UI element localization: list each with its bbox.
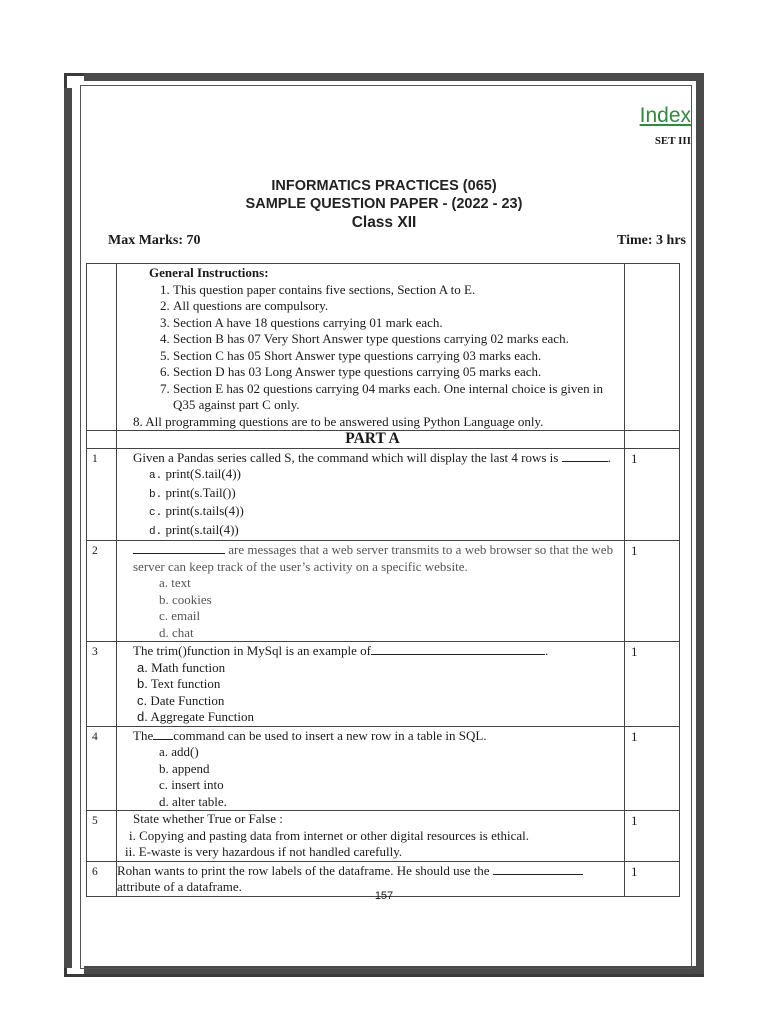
question-number: 2 [87, 541, 117, 642]
instruction-item: 7. Section E has 02 questions carrying 04 marks each. One internal choice is given in Q35 against part C only. [173, 381, 620, 414]
question-text: The [133, 727, 154, 743]
question-marks: 1 [625, 541, 680, 642]
answer-blank [153, 727, 173, 740]
option-b: b. Text function [137, 676, 221, 691]
paper-subject-title: INFORMATICS PRACTICES (065) [271, 178, 497, 194]
instruction-item-last: 8. All programming questions are to be answered using Python Language only. [133, 413, 544, 429]
instruction-item: 3. Section A have 18 questions carrying 01 mark each. [173, 315, 620, 332]
instruction-item: 5. Section C has 05 Short Answer type questions carrying 03 marks each. [173, 348, 620, 365]
question-number: 4 [87, 726, 117, 811]
part-a-row [87, 431, 680, 449]
option-d: d. Aggregate Function [137, 709, 255, 724]
option-a: a. add() [159, 744, 199, 759]
paper-type-title: SAMPLE QUESTION PAPER - (2022 - 23) [245, 196, 523, 212]
time-allowed: Time: 3 hrs [617, 233, 686, 248]
option-a: a. print(S.tail(4)) [149, 466, 241, 482]
question-body: The trim()function in MySql is an example of . a. Math function b. Text function c. Date Function d. Aggregate Function [117, 642, 625, 727]
instruction-item: 2. All questions are compulsory. [173, 298, 620, 315]
instructions-heading: General Instructions [149, 265, 265, 280]
answer-blank [371, 642, 545, 655]
question-row-5 [87, 811, 680, 862]
instructions-row [87, 264, 680, 431]
option-c: c. Date Function [137, 692, 225, 708]
question-marks: 1 [625, 811, 680, 862]
option-d: d. chat [159, 624, 194, 640]
option-a: a. text [159, 575, 191, 590]
paper-class-title: Class XII [351, 214, 417, 231]
option-b: b. cookies [159, 591, 212, 607]
index-link[interactable]: Index [639, 104, 691, 127]
instruction-item: 1. This question paper contains five sections, Section A to E. [173, 282, 620, 299]
option-d: d. alter table. [159, 793, 227, 809]
question-number: 1 [87, 448, 117, 541]
option-c: c. print(s.tails(4)) [149, 503, 244, 519]
question-marks: 1 [625, 448, 680, 541]
question-text: Given a Pandas series called S, the command which will display the last 4 rows is [133, 449, 559, 465]
instruction-item: 6. Section D has 03 Long Answer type questions carrying 05 marks each. [173, 364, 620, 381]
question-row-1 [87, 448, 680, 541]
answer-blank [493, 862, 583, 875]
question-body: Given a Pandas series called S, the command which will display the last 4 rows is . a. print(S.tail(4)) b. print(s.Tail()) c. print(s.tails(4)) d. print(s.tail(4)) [117, 448, 625, 541]
page-border-top [84, 73, 704, 81]
set-label: SET III [654, 135, 691, 147]
question-marks: 1 [625, 726, 680, 811]
question-text: State whether True or False : [133, 811, 283, 826]
question-row-3 [87, 642, 680, 727]
statement-line: ii. E-waste is very hazardous if not handled carefully. [125, 844, 403, 859]
answer-blank [562, 449, 608, 462]
max-marks: Max Marks: 70 [108, 233, 201, 248]
question-text: Rohan wants to print the row labels of the dataframe. He should use the [117, 862, 490, 878]
question-text: are messages that a web server transmits to a web browser so that the web server can keep track of the user’s activity on a specific website. [133, 542, 614, 574]
option-c: c. email [159, 608, 201, 623]
question-table [86, 263, 680, 897]
instructions-cell: General Instructions: 1. This question paper contains five sections, Section A to E. 2. All questions are compulsory. 3. Section A have 18 questions carrying 01 mark each. 4. Section B has 07 Very Short Answer type questions carrying 02 marks each. 5. Section C has 05 Short Answer type questions carrying 03 marks each. 6. Section D has 03 Long Answer type questions carrying 05 marks each. 7. Section E has 02 questions carrying 04 marks each. One internal choice is given in Q35 against part C only. 8. All programming questions are to be answered using Python Language only. [117, 264, 625, 431]
question-body: Rohan wants to print the row labels of the dataframe. He should use the attribute of a dataframe. [117, 861, 625, 896]
question-number: 6 [87, 861, 117, 896]
option-c: c. insert into [159, 777, 224, 792]
question-row-2 [87, 541, 680, 642]
question-number: 3 [87, 642, 117, 727]
option-b: b. print(s.Tail()) [149, 484, 236, 501]
option-b: b. append [159, 760, 210, 776]
question-text: The trim()function in MySql is an example of [133, 643, 371, 658]
option-d: d. print(s.tail(4)) [149, 521, 239, 538]
question-body [117, 811, 625, 862]
question-number: 5 [87, 811, 117, 862]
option-a: a. Math function [137, 659, 226, 675]
question-marks: 1 [625, 642, 680, 727]
question-marks: 1 [625, 861, 680, 896]
question-row-4 [87, 726, 680, 811]
instruction-item: 4. Section B has 07 Very Short Answer type questions carrying 02 marks each. [173, 331, 620, 348]
answer-blank [133, 541, 225, 554]
page-number: 157 [374, 890, 394, 902]
statement-line: i. Copying and pasting data from internet or other digital resources is ethical. [129, 827, 530, 843]
instructions-list [125, 282, 620, 414]
part-a-heading: PART A [117, 431, 625, 449]
question-body [117, 541, 625, 642]
question-body: The command can be used to insert a new row in a table in SQL. a. add() b. append c. insert into d. alter table. [117, 726, 625, 811]
